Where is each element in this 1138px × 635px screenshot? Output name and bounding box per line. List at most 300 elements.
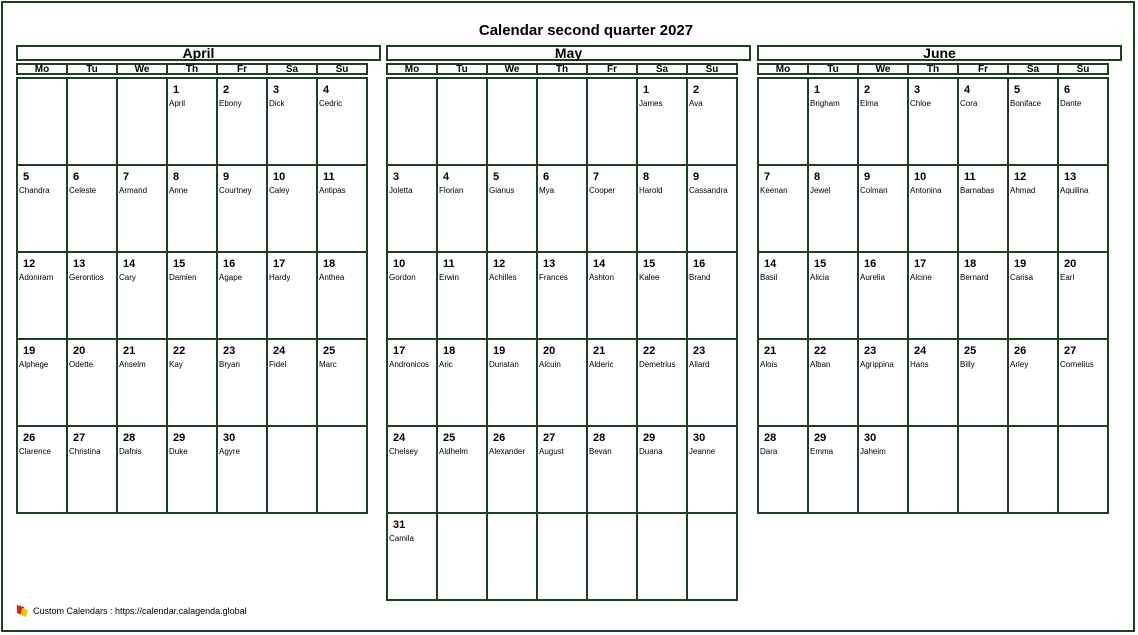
day-cell: [216, 251, 268, 340]
day-cell: [266, 251, 318, 340]
day-name: Alois: [760, 360, 778, 369]
empty-cell: [66, 77, 118, 166]
weekday-label: Su: [686, 63, 738, 75]
day-name: Cassandra: [689, 186, 728, 195]
day-cell: [436, 251, 488, 340]
day-name: Andronicos: [389, 360, 430, 369]
day-number: 14: [593, 258, 606, 270]
week-row: [16, 251, 381, 338]
day-number: 20: [1064, 258, 1077, 270]
day-number: 14: [764, 258, 777, 270]
day-number: 3: [393, 171, 400, 183]
day-cell: [757, 164, 809, 253]
week-row: [16, 425, 381, 512]
day-name: Chelsey: [389, 447, 418, 456]
day-name: Armand: [119, 186, 148, 195]
empty-cell: [486, 512, 538, 601]
day-name: Joletta: [389, 186, 413, 195]
day-name: Courtney: [219, 186, 252, 195]
day-number: 11: [964, 171, 976, 183]
day-cell: [1007, 77, 1059, 166]
day-cell: [266, 164, 318, 253]
day-cell: [16, 338, 68, 427]
week-row: [386, 251, 751, 338]
day-number: 22: [173, 345, 186, 357]
day-name: Aurelia: [860, 273, 885, 282]
empty-cell: [1007, 425, 1059, 514]
day-number: 4: [964, 84, 971, 96]
day-number: 24: [273, 345, 286, 357]
day-name: Antonina: [910, 186, 942, 195]
day-cell: [486, 164, 538, 253]
empty-cell: [1057, 425, 1109, 514]
day-name: Cora: [960, 99, 978, 108]
day-cell: [16, 425, 68, 514]
day-number: 21: [593, 345, 606, 357]
day-name: Dafnis: [119, 447, 142, 456]
day-name: Odette: [69, 360, 94, 369]
weekday-label: Su: [316, 63, 368, 75]
day-cell: [316, 251, 368, 340]
day-number: 7: [123, 171, 130, 183]
day-number: 28: [593, 432, 606, 444]
day-name: Kalee: [639, 273, 660, 282]
day-name: Brigham: [810, 99, 840, 108]
day-name: Billy: [960, 360, 975, 369]
day-cell: [857, 77, 909, 166]
weekday-header: [16, 63, 381, 75]
day-name: Gianus: [489, 186, 515, 195]
day-name: Caley: [269, 186, 290, 195]
day-name: Alcuin: [539, 360, 561, 369]
day-number: 20: [73, 345, 86, 357]
day-name: Adoniram: [19, 273, 54, 282]
day-cell: [957, 164, 1009, 253]
weekday-label: Th: [166, 63, 218, 75]
day-cell: [386, 425, 438, 514]
weekday-label: Fr: [216, 63, 268, 75]
day-name: Brand: [689, 273, 711, 282]
weekday-label: Sa: [266, 63, 318, 75]
week-row: [386, 512, 751, 599]
day-name: Jewel: [810, 186, 831, 195]
day-cell: [166, 338, 218, 427]
day-name: Marc: [319, 360, 337, 369]
day-cell: [316, 164, 368, 253]
day-number: 16: [223, 258, 236, 270]
weekday-label: Su: [1057, 63, 1109, 75]
day-cell: [536, 164, 588, 253]
day-number: 3: [273, 84, 280, 96]
empty-cell: [116, 77, 168, 166]
empty-cell: [536, 77, 588, 166]
day-cell: [116, 164, 168, 253]
day-cell: [957, 77, 1009, 166]
day-cell: [586, 338, 638, 427]
day-number: 26: [1014, 345, 1027, 357]
empty-cell: [486, 77, 538, 166]
day-name: Achilles: [489, 273, 517, 282]
week-row: [386, 425, 751, 512]
day-name: Ava: [689, 99, 703, 108]
day-name: Fidel: [269, 360, 287, 369]
day-number: 7: [764, 171, 771, 183]
day-number: 9: [223, 171, 230, 183]
day-cell: [636, 164, 688, 253]
day-number: 5: [1014, 84, 1021, 96]
day-name: Elma: [860, 99, 879, 108]
day-cell: [907, 338, 959, 427]
month-june: [757, 45, 1122, 512]
day-cell: [807, 338, 859, 427]
day-name: Ahmad: [1010, 186, 1036, 195]
day-cell: [116, 338, 168, 427]
day-number: 6: [73, 171, 80, 183]
day-cell: [116, 251, 168, 340]
day-name: Cooper: [589, 186, 616, 195]
weekday-label: We: [116, 63, 168, 75]
day-cell: [807, 425, 859, 514]
day-name: Celeste: [69, 186, 97, 195]
day-cell: [436, 425, 488, 514]
footer: [17, 605, 247, 617]
day-number: 1: [173, 84, 180, 96]
day-cell: [807, 251, 859, 340]
weekday-label: Th: [536, 63, 588, 75]
day-name: Bryan: [219, 360, 240, 369]
weekday-label: Tu: [66, 63, 118, 75]
day-name: Gordon: [389, 273, 416, 282]
day-cell: [536, 425, 588, 514]
day-cell: [436, 164, 488, 253]
day-name: Bevan: [589, 447, 612, 456]
day-cell: [536, 338, 588, 427]
day-number: 2: [864, 84, 871, 96]
day-name: Gerontios: [69, 273, 104, 282]
day-name: Earl: [1060, 273, 1075, 282]
weekday-label: Sa: [1007, 63, 1059, 75]
weekday-label: Mo: [386, 63, 438, 75]
day-number: 8: [173, 171, 180, 183]
day-name: Cedric: [319, 99, 343, 108]
day-name: Boniface: [1010, 99, 1042, 108]
month-grid: [16, 77, 381, 512]
day-cell: [216, 338, 268, 427]
weekday-label: Th: [907, 63, 959, 75]
day-cell: [686, 251, 738, 340]
day-number: 27: [73, 432, 86, 444]
day-cell: [266, 77, 318, 166]
day-number: 2: [693, 84, 700, 96]
weekday-label: Mo: [16, 63, 68, 75]
day-number: 31: [393, 519, 406, 531]
day-number: 9: [693, 171, 700, 183]
day-name: Frances: [539, 273, 568, 282]
day-number: 28: [123, 432, 136, 444]
day-number: 16: [864, 258, 877, 270]
weekday-header: [386, 63, 751, 75]
day-name: Clarence: [19, 447, 52, 456]
day-cell: [66, 425, 118, 514]
day-number: 27: [543, 432, 556, 444]
day-name: Kay: [169, 360, 183, 369]
day-name: Damien: [169, 273, 197, 282]
empty-cell: [907, 425, 959, 514]
day-name: Anselm: [119, 360, 146, 369]
day-cell: [636, 338, 688, 427]
day-cell: [386, 164, 438, 253]
day-cell: [757, 338, 809, 427]
day-number: 10: [914, 171, 927, 183]
day-name: Antipas: [319, 186, 346, 195]
empty-cell: [266, 425, 318, 514]
day-number: 28: [764, 432, 777, 444]
day-cell: [586, 164, 638, 253]
day-number: 1: [814, 84, 821, 96]
day-number: 21: [123, 345, 136, 357]
day-name: April: [169, 99, 186, 108]
empty-cell: [316, 425, 368, 514]
day-number: 11: [323, 171, 335, 183]
day-name: Agape: [219, 273, 243, 282]
day-number: 8: [814, 171, 821, 183]
week-row: [16, 77, 381, 164]
day-cell: [1007, 251, 1059, 340]
day-name: Aldhelm: [439, 447, 468, 456]
day-number: 6: [1064, 84, 1071, 96]
day-name: Christina: [69, 447, 101, 456]
day-number: 12: [1014, 171, 1027, 183]
month-grid: [757, 77, 1122, 512]
day-cell: [486, 425, 538, 514]
day-cell: [907, 77, 959, 166]
week-row: [757, 251, 1122, 338]
day-number: 16: [693, 258, 706, 270]
day-name: Basil: [760, 273, 778, 282]
day-cell: [1057, 164, 1109, 253]
day-number: 5: [23, 171, 30, 183]
day-number: 10: [273, 171, 286, 183]
day-number: 19: [23, 345, 36, 357]
day-cell: [216, 77, 268, 166]
day-cell: [216, 425, 268, 514]
day-number: 12: [23, 258, 36, 270]
day-name: Jaheim: [860, 447, 886, 456]
day-name: Erwin: [439, 273, 460, 282]
day-number: 29: [814, 432, 827, 444]
day-cell: [907, 164, 959, 253]
day-cell: [586, 425, 638, 514]
day-cell: [636, 425, 688, 514]
day-cell: [686, 425, 738, 514]
day-cell: [807, 164, 859, 253]
day-cell: [857, 164, 909, 253]
day-cell: [757, 425, 809, 514]
empty-cell: [636, 512, 688, 601]
weekday-label: Sa: [636, 63, 688, 75]
day-cell: [857, 338, 909, 427]
day-number: 13: [543, 258, 556, 270]
day-number: 26: [23, 432, 36, 444]
day-number: 29: [643, 432, 656, 444]
day-number: 18: [443, 345, 456, 357]
day-cell: [1007, 164, 1059, 253]
day-number: 18: [964, 258, 977, 270]
day-number: 24: [393, 432, 406, 444]
day-number: 30: [223, 432, 236, 444]
day-name: Colman: [860, 186, 888, 195]
day-name: Aquilina: [1060, 186, 1089, 195]
day-cell: [957, 338, 1009, 427]
week-row: [757, 77, 1122, 164]
week-row: [386, 338, 751, 425]
page-title: Calendar second quarter 2027: [478, 22, 694, 39]
day-name: Anne: [169, 186, 188, 195]
day-cell: [1057, 251, 1109, 340]
day-number: 17: [393, 345, 406, 357]
calendar-logo-icon: [17, 605, 28, 617]
day-cell: [316, 338, 368, 427]
day-number: 26: [493, 432, 506, 444]
empty-cell: [16, 77, 68, 166]
weekday-label: Fr: [957, 63, 1009, 75]
day-number: 13: [73, 258, 86, 270]
day-name: Hardy: [269, 273, 291, 282]
empty-cell: [536, 512, 588, 601]
day-cell: [586, 251, 638, 340]
week-row: [16, 338, 381, 425]
empty-cell: [586, 77, 638, 166]
day-number: 23: [693, 345, 706, 357]
empty-cell: [757, 77, 809, 166]
day-number: 25: [964, 345, 977, 357]
day-cell: [16, 251, 68, 340]
day-number: 22: [814, 345, 827, 357]
day-number: 15: [814, 258, 827, 270]
day-name: Alicia: [810, 273, 830, 282]
day-number: 4: [443, 171, 450, 183]
day-cell: [66, 338, 118, 427]
day-cell: [386, 512, 438, 601]
day-number: 1: [643, 84, 650, 96]
day-name: Alderic: [589, 360, 614, 369]
day-cell: [216, 164, 268, 253]
week-row: [757, 425, 1122, 512]
day-name: Camila: [389, 534, 414, 543]
day-cell: [436, 338, 488, 427]
day-number: 23: [223, 345, 236, 357]
day-cell: [386, 251, 438, 340]
day-number: 25: [443, 432, 456, 444]
day-name: Alexander: [489, 447, 526, 456]
day-name: Chloe: [910, 99, 931, 108]
day-cell: [857, 425, 909, 514]
day-number: 15: [643, 258, 656, 270]
weekday-label: Fr: [586, 63, 638, 75]
weekday-label: Mo: [757, 63, 809, 75]
empty-cell: [436, 512, 488, 601]
day-name: Anthea: [319, 273, 345, 282]
month-name: April: [16, 45, 381, 61]
day-number: 11: [443, 258, 455, 270]
day-number: 20: [543, 345, 556, 357]
day-name: Barnabas: [960, 186, 995, 195]
day-cell: [316, 77, 368, 166]
week-row: [757, 338, 1122, 425]
day-cell: [66, 164, 118, 253]
weekday-label: Tu: [807, 63, 859, 75]
day-cell: [116, 425, 168, 514]
empty-cell: [386, 77, 438, 166]
day-cell: [386, 338, 438, 427]
day-name: Alphege: [19, 360, 49, 369]
week-row: [386, 164, 751, 251]
day-number: 17: [273, 258, 286, 270]
day-cell: [166, 425, 218, 514]
day-name: James: [639, 99, 663, 108]
day-name: Florian: [439, 186, 464, 195]
day-cell: [907, 251, 959, 340]
day-cell: [957, 251, 1009, 340]
day-cell: [757, 251, 809, 340]
week-row: [16, 164, 381, 251]
day-cell: [266, 338, 318, 427]
footer-text[interactable]: Custom Calendars : https://calendar.calagenda.global: [33, 606, 247, 616]
day-cell: [486, 338, 538, 427]
day-name: Agyre: [219, 447, 240, 456]
day-name: Jeanne: [689, 447, 716, 456]
weekday-label: Tu: [436, 63, 488, 75]
weekday-label: We: [486, 63, 538, 75]
day-name: Chandra: [19, 186, 50, 195]
day-name: Cornelius: [1060, 360, 1094, 369]
day-number: 21: [764, 345, 777, 357]
day-number: 6: [543, 171, 550, 183]
day-number: 24: [914, 345, 927, 357]
day-cell: [807, 77, 859, 166]
day-name: Ashton: [589, 273, 614, 282]
day-cell: [66, 251, 118, 340]
day-cell: [857, 251, 909, 340]
day-number: 23: [864, 345, 877, 357]
day-cell: [166, 164, 218, 253]
week-row: [386, 77, 751, 164]
day-number: 30: [864, 432, 877, 444]
day-number: 14: [123, 258, 136, 270]
month-grid: [386, 77, 751, 599]
day-number: 2: [223, 84, 230, 96]
day-number: 7: [593, 171, 600, 183]
month-may: [386, 45, 751, 599]
day-name: Keenan: [760, 186, 788, 195]
day-name: Alcine: [910, 273, 932, 282]
day-number: 25: [323, 345, 336, 357]
day-number: 12: [493, 258, 506, 270]
day-name: Dunstan: [489, 360, 519, 369]
day-cell: [636, 77, 688, 166]
day-number: 29: [173, 432, 186, 444]
day-cell: [686, 164, 738, 253]
day-number: 13: [1064, 171, 1077, 183]
day-number: 27: [1064, 345, 1077, 357]
day-number: 5: [493, 171, 500, 183]
day-number: 4: [323, 84, 330, 96]
day-number: 19: [1014, 258, 1027, 270]
day-name: Mya: [539, 186, 555, 195]
day-number: 3: [914, 84, 921, 96]
day-name: Alban: [810, 360, 831, 369]
empty-cell: [586, 512, 638, 601]
